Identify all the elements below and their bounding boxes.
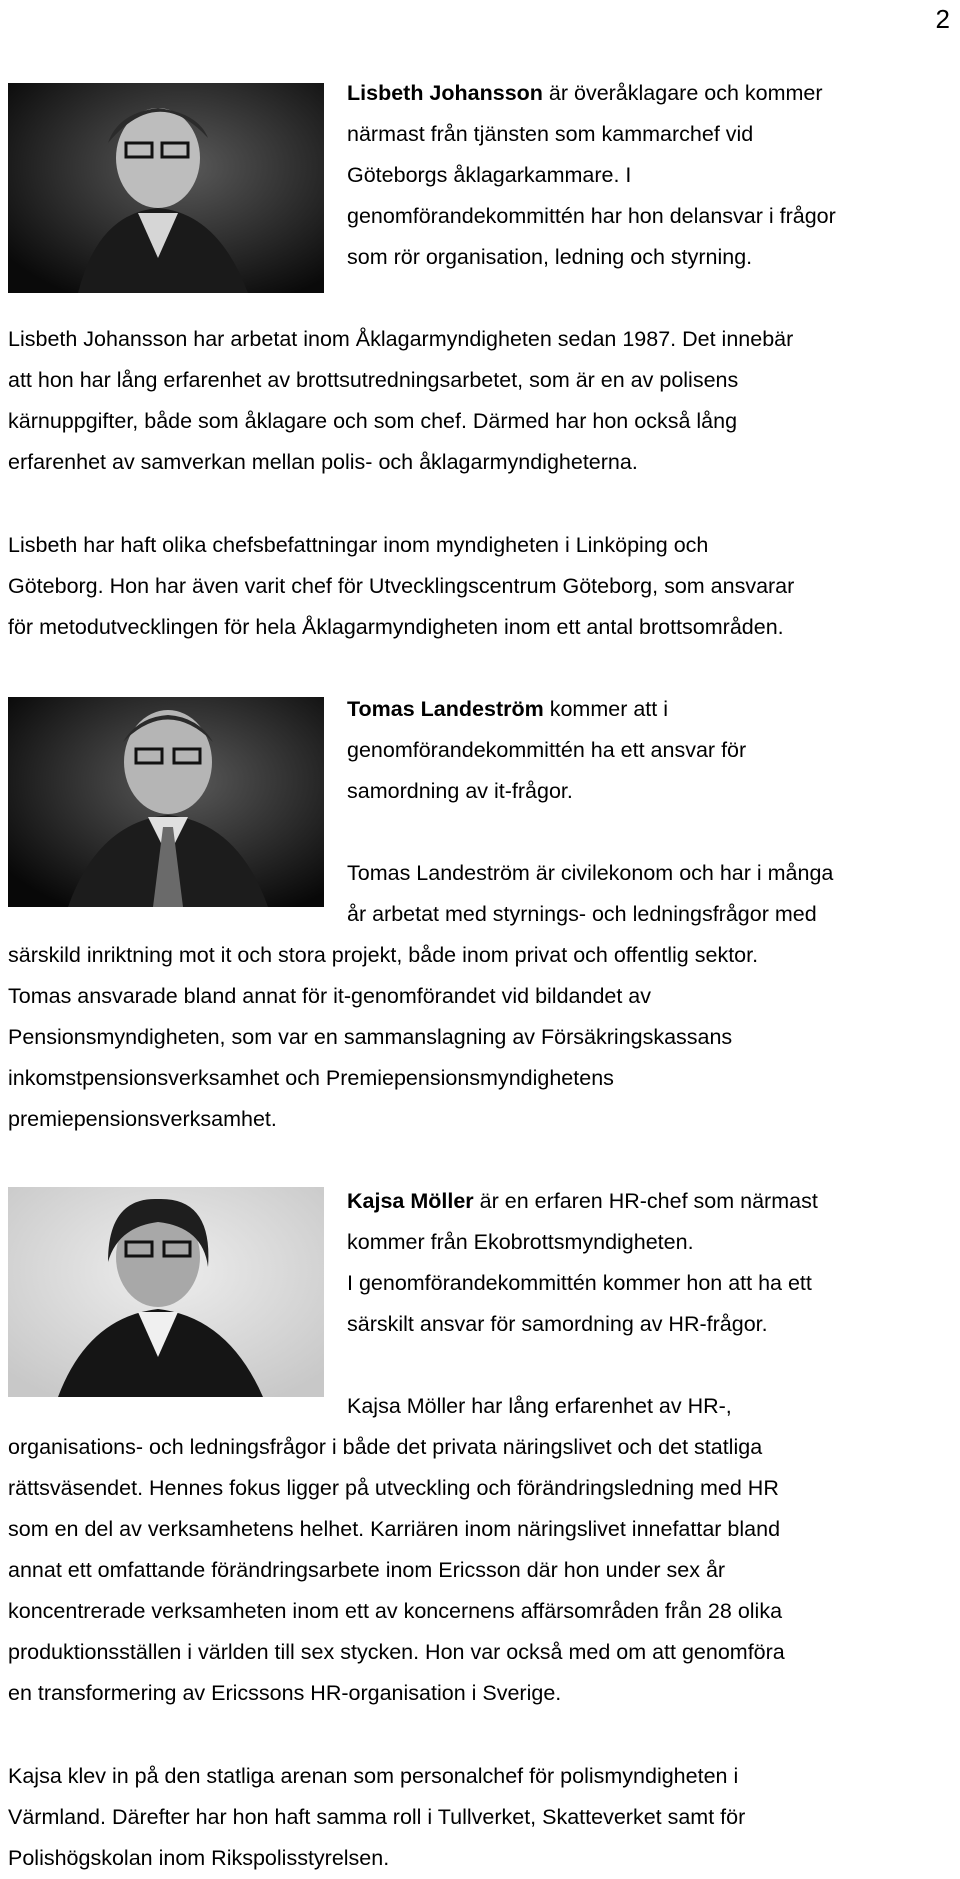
name-lisbeth: Lisbeth Johansson	[347, 81, 543, 105]
name-kajsa: Kajsa Möller	[347, 1189, 474, 1213]
paragraph-kajsa-1-wrap: Kajsa Möller har lång erfarenhet av HR-,	[347, 1394, 732, 1418]
paragraph-kajsa-2: Kajsa klev in på den statliga arenan som personalchef för polismyndigheten i Värmland. Därefter har hon haft samma roll i Tullverket, Skatteverket samt för Polishögskolan inom Rikspolisstyrelsen.	[8, 1764, 746, 1870]
portrait-photo-lisbeth	[8, 83, 324, 293]
paragraph-kajsa-1: organisations- och ledningsfrågor i både det privata näringslivet och det statliga rättsväsendet. Hennes fokus ligger på utveckling och förändringsledning med HR som en del av verksamhetens helhet. Karriären inom näringslivet innefattar bland annat ett omfattande förändringsarbete inom Ericsson där hon under sex år koncentrerade verksamheten inom ett av koncernens affärsområden från 28 olika produktionsställen i världen till sex stycken. Hon var också med om att genomföra en transformering av Ericssons HR-organisation i Sverige.	[8, 1435, 785, 1705]
portrait-photo-tomas	[8, 697, 324, 907]
paragraph-lisbeth-2: Lisbeth har haft olika chefsbefattningar inom myndigheten i Linköping och Göteborg. Hon har även varit chef för Utvecklingscentrum Göteborg, som ansvarar för metodutvecklingen för hela Åklagarmyndigheten inom ett antal brottsområden.	[8, 533, 795, 639]
paragraph-tomas-1-wrap: Tomas Landeström är civilekonom och har i många år arbetat med styrnings- och ledningsfrågor med	[347, 861, 834, 926]
intro-tomas: Tomas Landeström kommer att i genomförandekommittén ha ett ansvar för samordning av it-frågor.	[347, 697, 747, 803]
page-number: 2	[935, 4, 950, 34]
intro-lisbeth: Lisbeth Johansson är överåklagare och kommer närmast från tjänsten som kammarchef vid Göteborgs åklagarkammare. I genomförandekommittén har hon delansvar i frågor som rör organisation, ledning och styrning.	[347, 81, 836, 269]
name-tomas: Tomas Landeström	[347, 697, 544, 721]
portrait-photo-kajsa	[8, 1187, 324, 1397]
intro-kajsa: Kajsa Möller är en erfaren HR-chef som närmast kommer från Ekobrottsmyndigheten. I genomförandekommittén kommer hon att ha ett särskilt ansvar för samordning av HR-frågor.	[347, 1189, 818, 1336]
paragraph-tomas-1: särskild inriktning mot it och stora projekt, både inom privat och offentlig sektor. Tomas ansvarade bland annat för it-genomförandet vid bildandet av Pensionsmyndigheten, som var en sammanslagning av Försäkringskassans inkomstpensionsverksamhet och Premiepensionsmyndighetens premiepensionsverksamhet.	[8, 943, 759, 1131]
paragraph-lisbeth-1: Lisbeth Johansson har arbetat inom Åklagarmyndigheten sedan 1987. Det innebär att hon har lång erfarenhet av brottsutredningsarbetet, som är en av polisens kärnuppgifter, både som åklagare och som chef. Därmed har hon också lång erfarenhet av samverkan mellan polis- och åklagarmyndigheterna.	[8, 327, 794, 474]
